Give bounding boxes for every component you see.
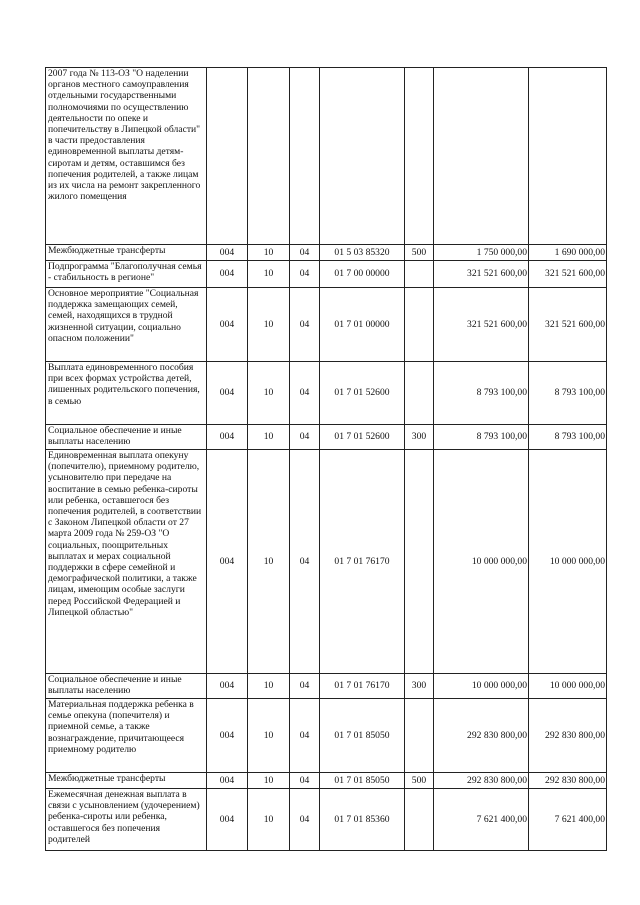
expense-type-code bbox=[405, 288, 434, 362]
subsection-code: 04 bbox=[290, 450, 320, 674]
target-code: 01 7 01 85360 bbox=[320, 789, 405, 851]
subsection-code bbox=[290, 68, 320, 245]
section-code: 10 bbox=[248, 261, 290, 288]
amount-year-1: 321 521 600,00 bbox=[434, 261, 529, 288]
admin-code: 004 bbox=[207, 425, 248, 450]
target-code bbox=[320, 68, 405, 245]
target-code: 01 7 00 00000 bbox=[320, 261, 405, 288]
expense-type-code bbox=[405, 362, 434, 425]
target-code: 01 7 01 85050 bbox=[320, 773, 405, 789]
table-row bbox=[46, 362, 607, 425]
table-row bbox=[46, 699, 607, 773]
table-row bbox=[46, 450, 607, 674]
table-row bbox=[46, 773, 607, 789]
subsection-code: 04 bbox=[290, 773, 320, 789]
row-name: Ежемесячная денежная выплата в связи с усыновлением (удочерением) ребенка-сироты или ребенка, оставшегося без попечения родителей bbox=[46, 789, 207, 851]
row-name: 2007 года № 113-ОЗ "О наделении органов местного самоуправления отдельными государственными полномочиями по осуществлению деятельности по опеке и попечительству в Липецкой области" в части предоставления единовременной выплаты детям-сиротам и детям, оставшимся без попечения родителей, а также лицам из их числа на ремонт закрепленного жилого помещения bbox=[46, 68, 207, 245]
amount-year-2: 321 521 600,00 bbox=[529, 261, 607, 288]
amount-year-2: 10 000 000,00 bbox=[529, 674, 607, 699]
expense-type-code bbox=[405, 450, 434, 674]
admin-code: 004 bbox=[207, 288, 248, 362]
amount-year-1: 10 000 000,00 bbox=[434, 450, 529, 674]
expense-type-code bbox=[405, 789, 434, 851]
section-code: 10 bbox=[248, 699, 290, 773]
section-code: 10 bbox=[248, 288, 290, 362]
row-name: Выплата единовременного пособия при всех формах устройства детей, лишенных родительского попечения, в семью bbox=[46, 362, 207, 425]
table-row bbox=[46, 68, 607, 245]
amount-year-2: 7 621 400,00 bbox=[529, 789, 607, 851]
subsection-code: 04 bbox=[290, 425, 320, 450]
amount-year-2: 321 521 600,00 bbox=[529, 288, 607, 362]
section-code: 10 bbox=[248, 450, 290, 674]
target-code: 01 7 01 52600 bbox=[320, 362, 405, 425]
section-code: 10 bbox=[248, 245, 290, 261]
amount-year-2: 292 830 800,00 bbox=[529, 773, 607, 789]
table-row bbox=[46, 789, 607, 851]
admin-code: 004 bbox=[207, 450, 248, 674]
admin-code: 004 bbox=[207, 245, 248, 261]
table-row bbox=[46, 261, 607, 288]
amount-year-1: 321 521 600,00 bbox=[434, 288, 529, 362]
expense-type-code: 500 bbox=[405, 245, 434, 261]
amount-year-2: 8 793 100,00 bbox=[529, 425, 607, 450]
expense-type-code bbox=[405, 68, 434, 245]
subsection-code: 04 bbox=[290, 789, 320, 851]
admin-code: 004 bbox=[207, 773, 248, 789]
section-code: 10 bbox=[248, 789, 290, 851]
amount-year-2: 1 690 000,00 bbox=[529, 245, 607, 261]
section-code: 10 bbox=[248, 425, 290, 450]
row-name: Материальная поддержка ребенка в семье опекуна (попечителя) и приемной семье, а также вознаграждение, причитающееся приемному родителю bbox=[46, 699, 207, 773]
amount-year-1: 10 000 000,00 bbox=[434, 674, 529, 699]
expense-type-code bbox=[405, 699, 434, 773]
amount-year-2: 292 830 800,00 bbox=[529, 699, 607, 773]
row-name: Социальное обеспечение и иные выплаты населению bbox=[46, 674, 207, 699]
expense-type-code: 300 bbox=[405, 674, 434, 699]
subsection-code: 04 bbox=[290, 288, 320, 362]
amount-year-1: 292 830 800,00 bbox=[434, 773, 529, 789]
target-code: 01 5 03 85320 bbox=[320, 245, 405, 261]
expense-type-code: 300 bbox=[405, 425, 434, 450]
section-code bbox=[248, 68, 290, 245]
amount-year-1: 8 793 100,00 bbox=[434, 425, 529, 450]
target-code: 01 7 01 00000 bbox=[320, 288, 405, 362]
amount-year-1: 1 750 000,00 bbox=[434, 245, 529, 261]
table-row bbox=[46, 288, 607, 362]
table-row bbox=[46, 674, 607, 699]
row-name: Основное мероприятие "Социальная поддержка замещающих семей, семей, находящихся в трудной жизненной ситуации, социально опасном положении" bbox=[46, 288, 207, 362]
section-code: 10 bbox=[248, 362, 290, 425]
budget-table bbox=[45, 67, 607, 851]
table-row bbox=[46, 425, 607, 450]
amount-year-1 bbox=[434, 68, 529, 245]
target-code: 01 7 01 76170 bbox=[320, 450, 405, 674]
subsection-code: 04 bbox=[290, 261, 320, 288]
amount-year-1: 8 793 100,00 bbox=[434, 362, 529, 425]
amount-year-1: 7 621 400,00 bbox=[434, 789, 529, 851]
section-code: 10 bbox=[248, 674, 290, 699]
admin-code: 004 bbox=[207, 261, 248, 288]
admin-code: 004 bbox=[207, 789, 248, 851]
section-code: 10 bbox=[248, 773, 290, 789]
amount-year-2 bbox=[529, 68, 607, 245]
amount-year-1: 292 830 800,00 bbox=[434, 699, 529, 773]
row-name: Межбюджетные трансферты bbox=[46, 773, 207, 789]
amount-year-2: 8 793 100,00 bbox=[529, 362, 607, 425]
row-name: Межбюджетные трансферты bbox=[46, 245, 207, 261]
row-name: Единовременная выплата опекуну (попечителю), приемному родителю, усыновителю при передаче на воспитание в семью ребенка-сироты или ребенка, оставшегося без попечения родителей, в соответствии с Законом Липецкой области от 27 марта 2009 года № 259-ОЗ "О социальных, поощрительных выплатах и мерах социальной поддержки в сфере семейной и демографической политики, а также лицам, имеющим особые заслуги перед Российской Федерацией и Липецкой областью" bbox=[46, 450, 207, 674]
target-code: 01 7 01 76170 bbox=[320, 674, 405, 699]
target-code: 01 7 01 85050 bbox=[320, 699, 405, 773]
expense-type-code bbox=[405, 261, 434, 288]
admin-code bbox=[207, 68, 248, 245]
admin-code: 004 bbox=[207, 674, 248, 699]
subsection-code: 04 bbox=[290, 362, 320, 425]
row-name: Подпрограмма "Благополучная семья - стабильность в регионе" bbox=[46, 261, 207, 288]
expense-type-code: 500 bbox=[405, 773, 434, 789]
row-name: Социальное обеспечение и иные выплаты населению bbox=[46, 425, 207, 450]
subsection-code: 04 bbox=[290, 674, 320, 699]
subsection-code: 04 bbox=[290, 699, 320, 773]
target-code: 01 7 01 52600 bbox=[320, 425, 405, 450]
subsection-code: 04 bbox=[290, 245, 320, 261]
admin-code: 004 bbox=[207, 699, 248, 773]
admin-code: 004 bbox=[207, 362, 248, 425]
amount-year-2: 10 000 000,00 bbox=[529, 450, 607, 674]
table-row bbox=[46, 245, 607, 261]
